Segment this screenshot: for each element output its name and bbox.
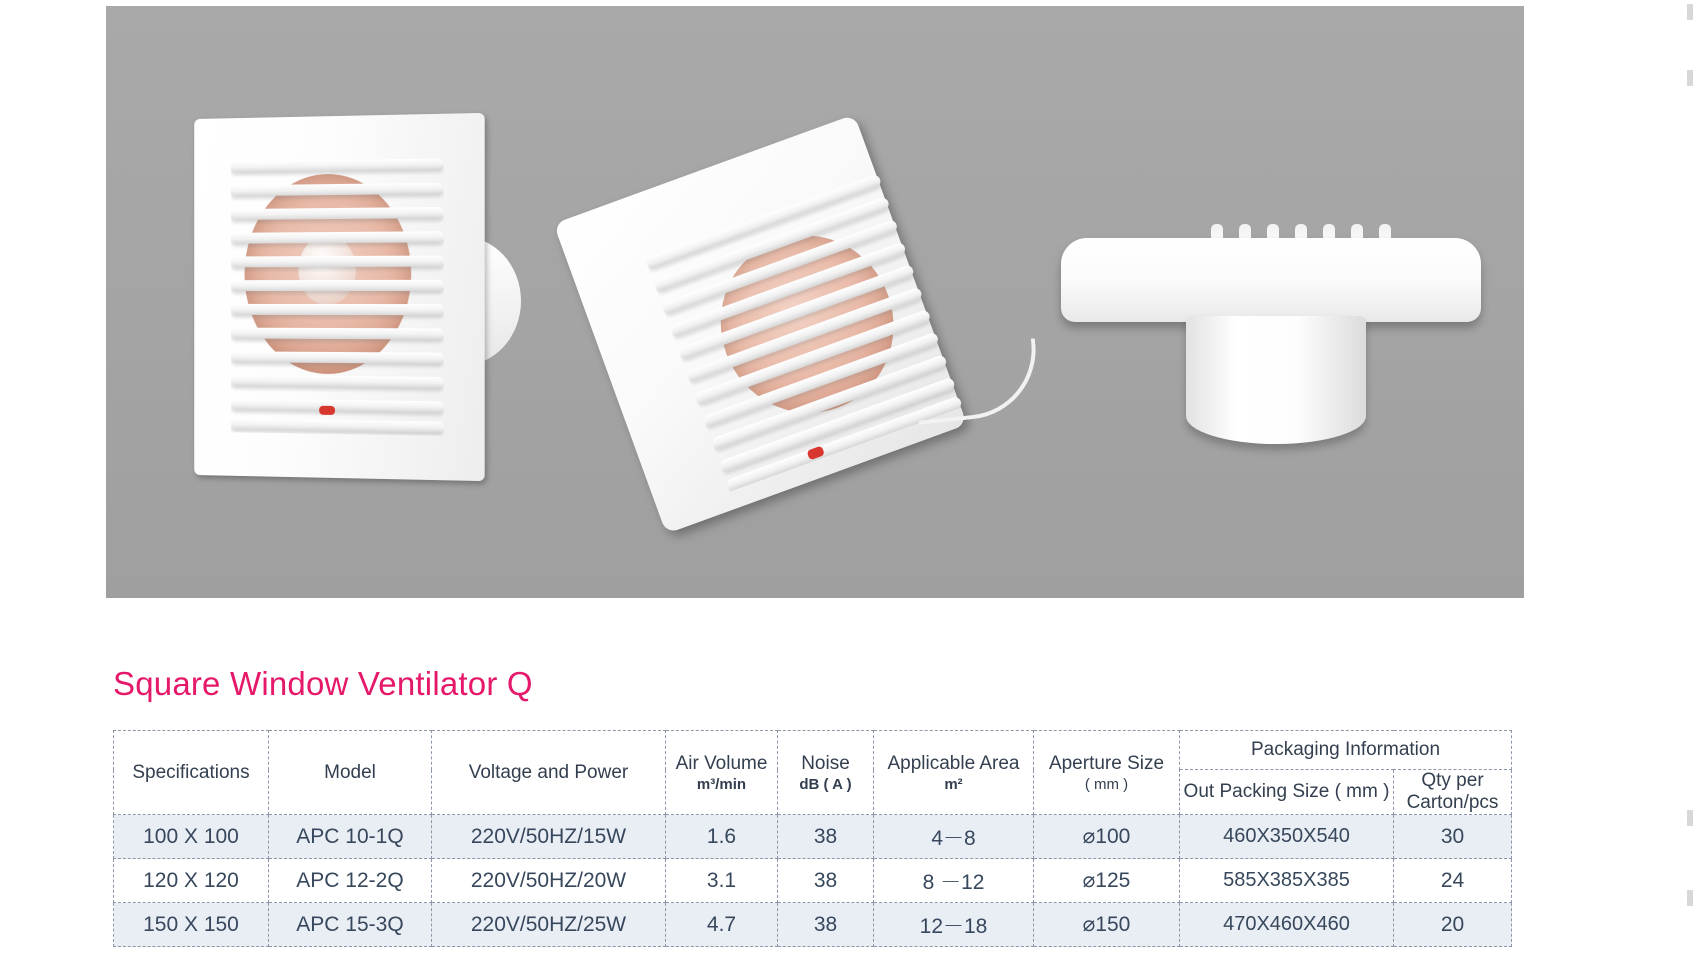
ventilator-face-plate-side bbox=[1061, 238, 1481, 322]
header-noise-label: Noise bbox=[801, 752, 850, 774]
header-air-volume bbox=[666, 731, 778, 815]
cell-applicable-area: 4－8 bbox=[874, 815, 1034, 859]
header-specifications: Specifications bbox=[114, 731, 269, 815]
cell-aperture-size: ⌀125 bbox=[1034, 859, 1180, 903]
header-out-packing-size: Out Packing Size ( mm ) bbox=[1180, 770, 1394, 815]
cell-noise: 38 bbox=[778, 859, 874, 903]
product-photo-banner bbox=[106, 6, 1524, 598]
cell-qty-per-carton: 24 bbox=[1394, 859, 1512, 903]
cell-qty-per-carton: 20 bbox=[1394, 903, 1512, 947]
cell-qty-per-carton: 30 bbox=[1394, 815, 1512, 859]
header-applicable-area-label: Applicable Area bbox=[887, 752, 1020, 774]
cell-aperture-size: ⌀150 bbox=[1034, 903, 1180, 947]
ventilator-side-view bbox=[1061, 224, 1481, 464]
cell-out-packing-size: 585X385X385 bbox=[1180, 859, 1394, 903]
cell-specifications: 100 X 100 bbox=[114, 815, 269, 859]
specification-table bbox=[113, 730, 1512, 947]
cell-applicable-area: 8 －12 bbox=[874, 859, 1034, 903]
ventilator-angled-view bbox=[506, 66, 1031, 567]
power-cord bbox=[911, 338, 1042, 425]
cell-aperture-size: ⌀100 bbox=[1034, 815, 1180, 859]
header-air-volume-label: Air Volume bbox=[675, 752, 768, 774]
cell-model: APC 15-3Q bbox=[269, 903, 432, 947]
header-aperture-size-label: Aperture Size bbox=[1048, 752, 1165, 774]
cell-out-packing-size: 460X350X540 bbox=[1180, 815, 1394, 859]
header-voltage-power: Voltage and Power bbox=[432, 731, 666, 815]
page-edge-mark bbox=[1687, 4, 1693, 20]
header-air-volume-unit: m³/min bbox=[696, 775, 747, 793]
cell-voltage-power: 220V/50HZ/15W bbox=[432, 815, 666, 859]
cell-voltage-power: 220V/50HZ/20W bbox=[432, 859, 666, 903]
cell-air-volume: 3.1 bbox=[666, 859, 778, 903]
ventilator-duct-barrel bbox=[1186, 316, 1366, 444]
cell-model: APC 12-2Q bbox=[269, 859, 432, 903]
ventilator-louver-grille bbox=[231, 154, 444, 435]
cell-voltage-power: 220V/50HZ/25W bbox=[432, 903, 666, 947]
cell-applicable-area: 12－18 bbox=[874, 903, 1034, 947]
table-header-row-main bbox=[114, 731, 1512, 770]
header-noise bbox=[778, 731, 874, 815]
cell-noise: 38 bbox=[778, 815, 874, 859]
header-applicable-area bbox=[874, 731, 1034, 815]
header-aperture-size bbox=[1034, 731, 1180, 815]
header-aperture-size-unit: ( mm ) bbox=[1084, 775, 1129, 793]
page-title: Square Window Ventilator Q bbox=[113, 665, 533, 702]
power-indicator-led bbox=[319, 406, 335, 415]
cell-out-packing-size: 470X460X460 bbox=[1180, 903, 1394, 947]
ventilator-front-panel-angled bbox=[554, 114, 968, 534]
page-edge-mark bbox=[1687, 890, 1693, 906]
header-model: Model bbox=[269, 731, 432, 815]
table-row bbox=[114, 815, 1512, 859]
cell-specifications: 150 X 150 bbox=[114, 903, 269, 947]
page-edge-mark bbox=[1687, 810, 1693, 826]
cell-noise: 38 bbox=[778, 903, 874, 947]
header-packaging-information: Packaging Information bbox=[1180, 731, 1512, 770]
page-edge-mark bbox=[1687, 70, 1693, 86]
ventilator-louver-grille-angled bbox=[644, 172, 963, 492]
ventilator-front-view bbox=[191, 116, 491, 478]
table-row bbox=[114, 859, 1512, 903]
cell-air-volume: 4.7 bbox=[666, 903, 778, 947]
cell-specifications: 120 X 120 bbox=[114, 859, 269, 903]
header-noise-unit: dB ( A ) bbox=[799, 775, 852, 793]
cell-air-volume: 1.6 bbox=[666, 815, 778, 859]
ventilator-front-panel bbox=[194, 113, 484, 481]
cell-model: APC 10-1Q bbox=[269, 815, 432, 859]
header-qty-per-carton: Qty per Carton/pcs bbox=[1394, 770, 1512, 815]
header-applicable-area-unit: m² bbox=[944, 775, 963, 793]
table-row bbox=[114, 903, 1512, 947]
